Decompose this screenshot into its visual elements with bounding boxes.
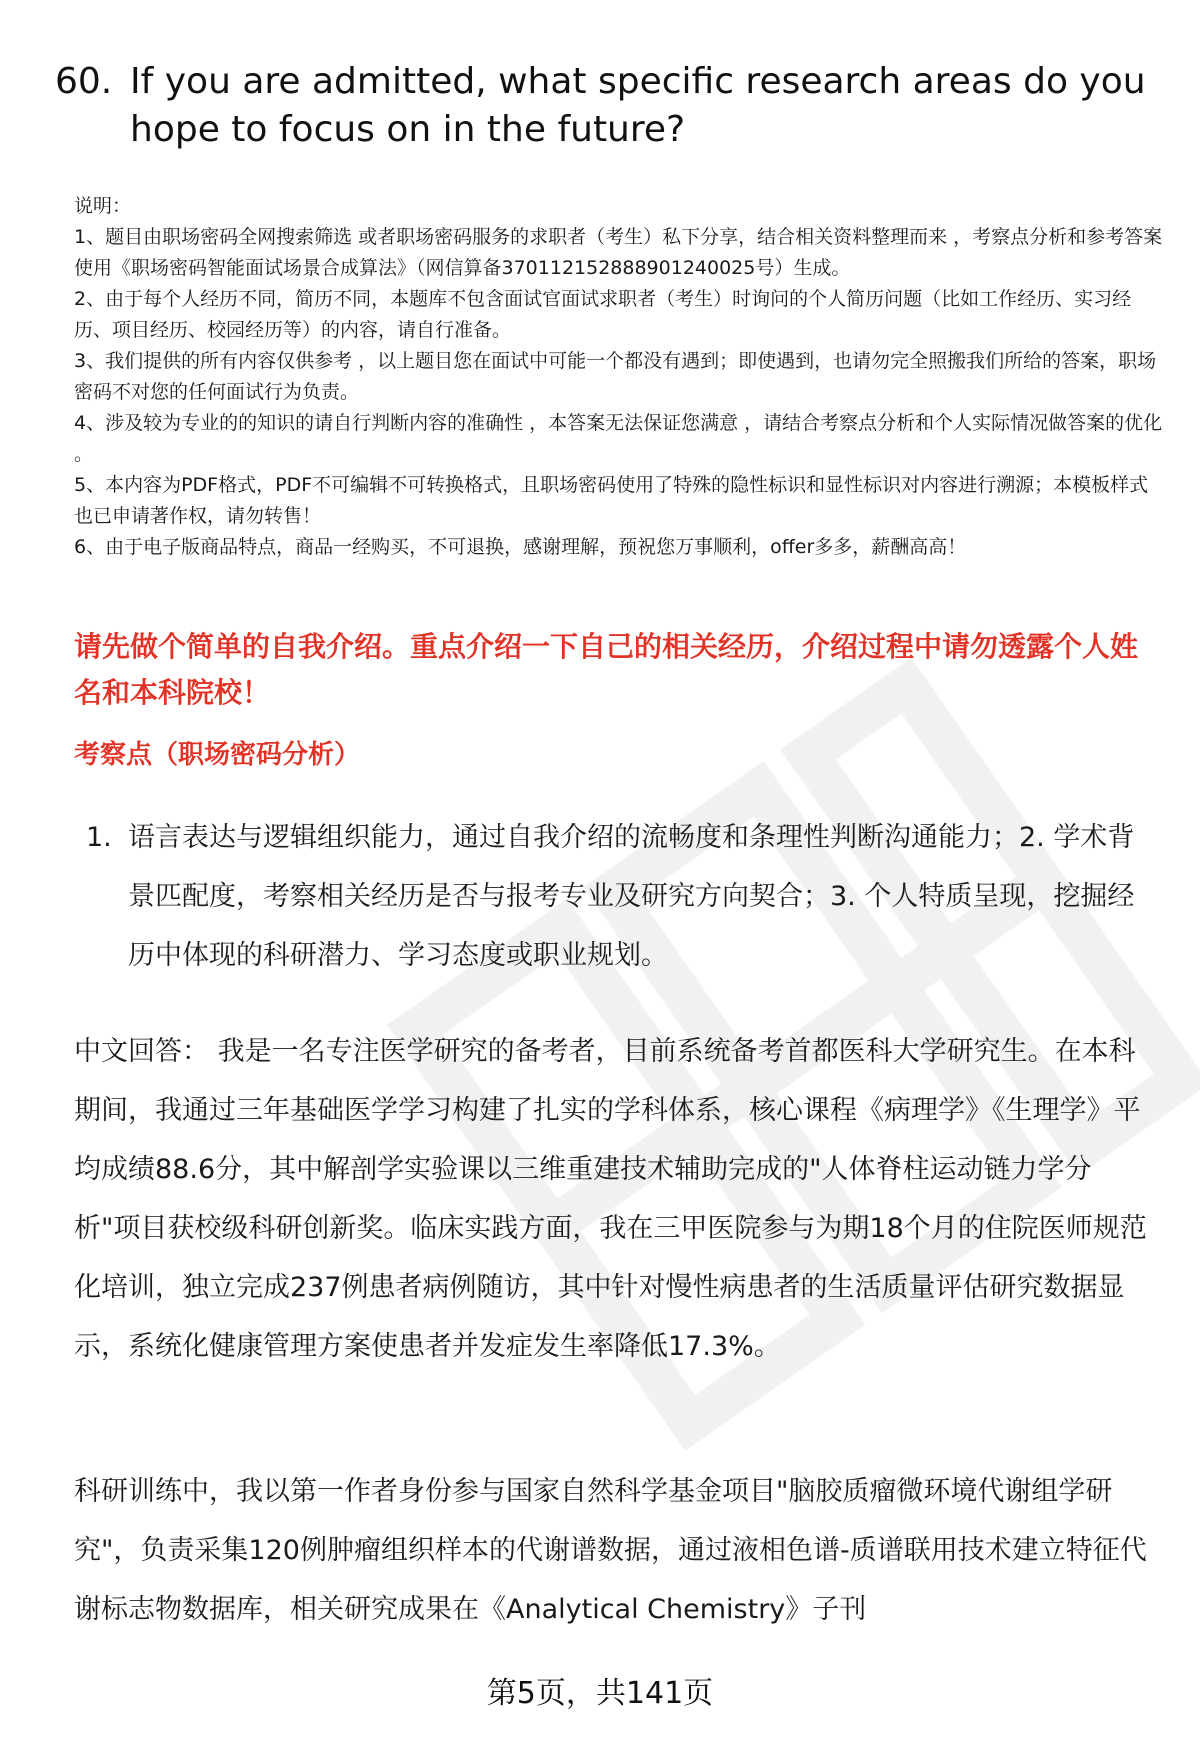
page-number-footer: 第5页，共141页 [486,1676,714,1711]
notes-item-4: 4、涉及较为专业的的知识的请自行判断内容的准确性 ，本答案无法保证您满意 ，请结合考察点分析和个人实际情况做答案的优化 。 [74,412,1163,465]
notes-item-2: 2、由于每个人经历不同，简历不同，本题库不包含面试官面试求职者（考生）时询问的个人简历问题（比如工作经历、实习经历、项目经历、校园经历等）的内容，请自行准备。 [74,288,1132,341]
notes-title: 说明： [74,195,132,217]
analysis-text: 语言表达与逻辑组织能力，通过自我介绍的流畅度和条理性判断沟通能力；2. 学术背景匹配度，考察相关经历是否与报考专业及研究方向契合；3. 个人特质呈现，挖掘经历中体现的科研潜力、学习态度或职业规划。 [128,822,1135,971]
notes-item-5: 5、本内容为PDF格式，PDF不可编辑不可转换格式，且职场密码使用了特殊的隐性标识和显性标识对内容进行溯源；本模板样式也已申请著作权，请勿转售！ [74,474,1149,527]
answer-paragraph-2: 科研训练中，我以第一作者身份参与国家自然科学基金项目"脑胶质瘤微环境代谢组学研究"，负责采集120例肿瘤组织样本的代谢谱数据，通过液相色谱-质谱联用技术建立特征代谢标志物数据库，相关研究成果在《Analytical Chemistry》子刊 [74,1476,1147,1625]
question-text: If you are admitted, what specific research areas do you hope to focus on in the future? [130,61,1146,150]
analysis-list-item [86,808,1146,985]
answer-paragraph-1: 中文回答： 我是一名专注医学研究的备考者，目前系统备考首都医科大学研究生。在本科期间，我通过三年基础医学学习构建了扎实的学科体系，核心课程《病理学》《生理学》平均成绩88.6分，其中解剖学实验课以三维重建技术辅助完成的"人体脊柱运动链力学分析"项目获校级科研创新奖。临床实践方面，我在三甲医院参与为期18个月的住院医师规范化培训，独立完成237例患者病例随访，其中针对慢性病患者的生活质量评估研究数据显示，系统化健康管理方案使患者并发症发生率降低17.3%。 [74,1036,1147,1362]
interview-prompt: 请先做个简单的自我介绍。重点介绍一下自己的相关经历，介绍过程中请勿透露个人姓名和本科院校！ [74,630,1139,709]
question-number: 60. [55,61,113,102]
disclaimer-notes [74,191,1164,563]
notes-item-3: 3、我们提供的所有内容仅供参考 ，以上题目您在面试中可能一个都没有遇到；即使遇到，也请勿完全照搬我们所给的答案，职场密码不对您的任何面试行为负责。 [74,350,1157,403]
notes-item-6: 6、由于电子版商品特点，商品一经购买，不可退换，感谢理解，预祝您万事顺利，offer多多，薪酬高高！ [74,536,967,558]
notes-item-1: 1、题目由职场密码全网搜索筛选 或者职场密码服务的求职者（考生）私下分享，结合相关资料整理而来 ，考察点分析和参考答案使用《职场密码智能面试场景合成算法》（网信算备370112152888901240025号）生成。 [74,226,1163,279]
analysis-number: 1. [86,822,112,853]
analysis-heading: 考察点（职场密码分析） [74,740,361,770]
question-heading [55,58,1155,154]
